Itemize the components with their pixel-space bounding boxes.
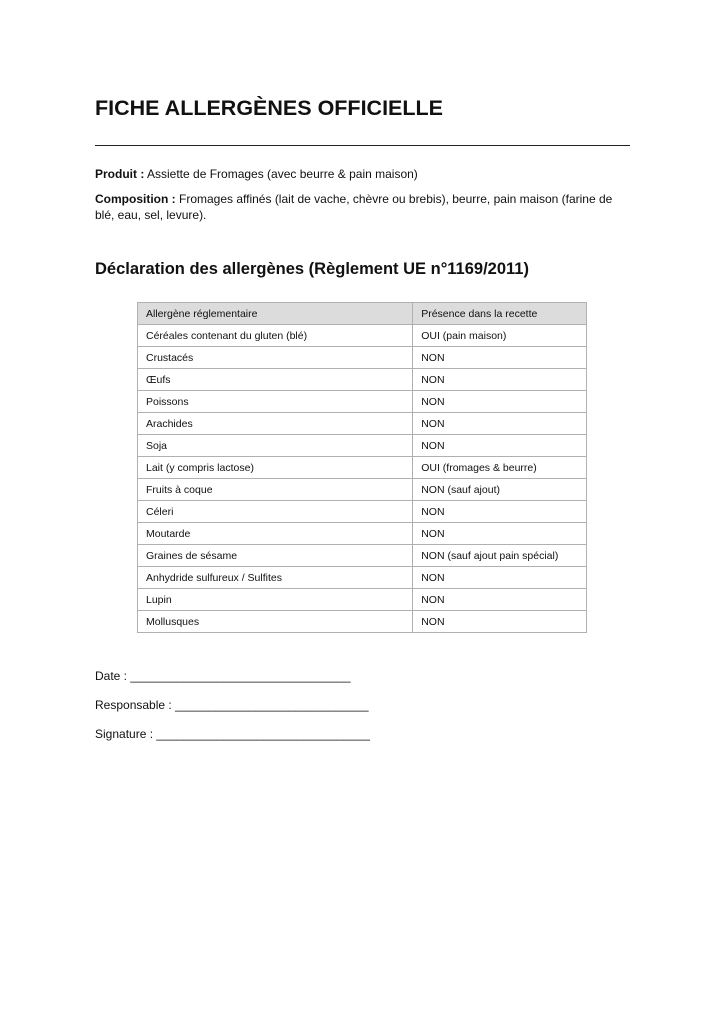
- signature-line: Signature : ________________________________: [95, 727, 370, 741]
- composition-label: Composition :: [95, 192, 176, 206]
- section-title: Déclaration des allergènes (Règlement UE n°1169/2011): [95, 260, 529, 278]
- table-header-row: [138, 303, 587, 325]
- presence-cell: NON (sauf ajout): [413, 479, 587, 501]
- product-value: Assiette de Fromages (avec beurre & pain maison): [144, 167, 418, 181]
- allergen-cell: Œufs: [138, 369, 413, 391]
- presence-cell: NON: [413, 369, 587, 391]
- table-row: [138, 391, 587, 413]
- allergen-cell: Poissons: [138, 391, 413, 413]
- allergen-cell: Crustacés: [138, 347, 413, 369]
- table-row: [138, 545, 587, 567]
- allergen-cell: Lupin: [138, 589, 413, 611]
- document-title: FICHE ALLERGÈNES OFFICIELLE: [95, 96, 443, 120]
- presence-cell: NON: [413, 435, 587, 457]
- column-header-presence: Présence dans la recette: [413, 303, 587, 325]
- allergen-cell: Arachides: [138, 413, 413, 435]
- presence-cell: NON: [413, 413, 587, 435]
- composition-value: Fromages affinés (lait de vache, chèvre ou brebis), beurre, pain maison (farine de blé, eau, sel, levure).: [95, 192, 613, 222]
- presence-cell: OUI (fromages & beurre): [413, 457, 587, 479]
- presence-cell: OUI (pain maison): [413, 325, 587, 347]
- table-row: [138, 369, 587, 391]
- allergen-cell: Graines de sésame: [138, 545, 413, 567]
- presence-cell: NON: [413, 567, 587, 589]
- table-row: [138, 413, 587, 435]
- allergen-cell: Lait (y compris lactose): [138, 457, 413, 479]
- table-row: [138, 347, 587, 369]
- table-row: [138, 589, 587, 611]
- table-row: [138, 479, 587, 501]
- product-label: Produit :: [95, 167, 145, 181]
- presence-cell: NON (sauf ajout pain spécial): [413, 545, 587, 567]
- responsable-line: Responsable : _____________________________: [95, 698, 369, 712]
- title-divider: [95, 145, 630, 146]
- column-header-allergen: Allergène réglementaire: [138, 303, 413, 325]
- allergen-cell: Fruits à coque: [138, 479, 413, 501]
- allergen-cell: Mollusques: [138, 611, 413, 633]
- presence-cell: NON: [413, 391, 587, 413]
- allergen-cell: Céleri: [138, 501, 413, 523]
- table-row: [138, 501, 587, 523]
- presence-cell: NON: [413, 523, 587, 545]
- presence-cell: NON: [413, 611, 587, 633]
- allergen-cell: Soja: [138, 435, 413, 457]
- product-field: [95, 166, 630, 182]
- allergen-cell: Moutarde: [138, 523, 413, 545]
- presence-cell: NON: [413, 347, 587, 369]
- allergen-cell: Anhydride sulfureux / Sulfites: [138, 567, 413, 589]
- table-row: [138, 435, 587, 457]
- presence-cell: NON: [413, 501, 587, 523]
- composition-field: [95, 191, 630, 223]
- table-row: [138, 567, 587, 589]
- allergen-cell: Céréales contenant du gluten (blé): [138, 325, 413, 347]
- presence-cell: NON: [413, 589, 587, 611]
- table-row: [138, 523, 587, 545]
- table-row: [138, 457, 587, 479]
- table-row: [138, 325, 587, 347]
- date-line: Date : _________________________________: [95, 669, 351, 683]
- allergen-table: [137, 302, 587, 633]
- table-row: [138, 611, 587, 633]
